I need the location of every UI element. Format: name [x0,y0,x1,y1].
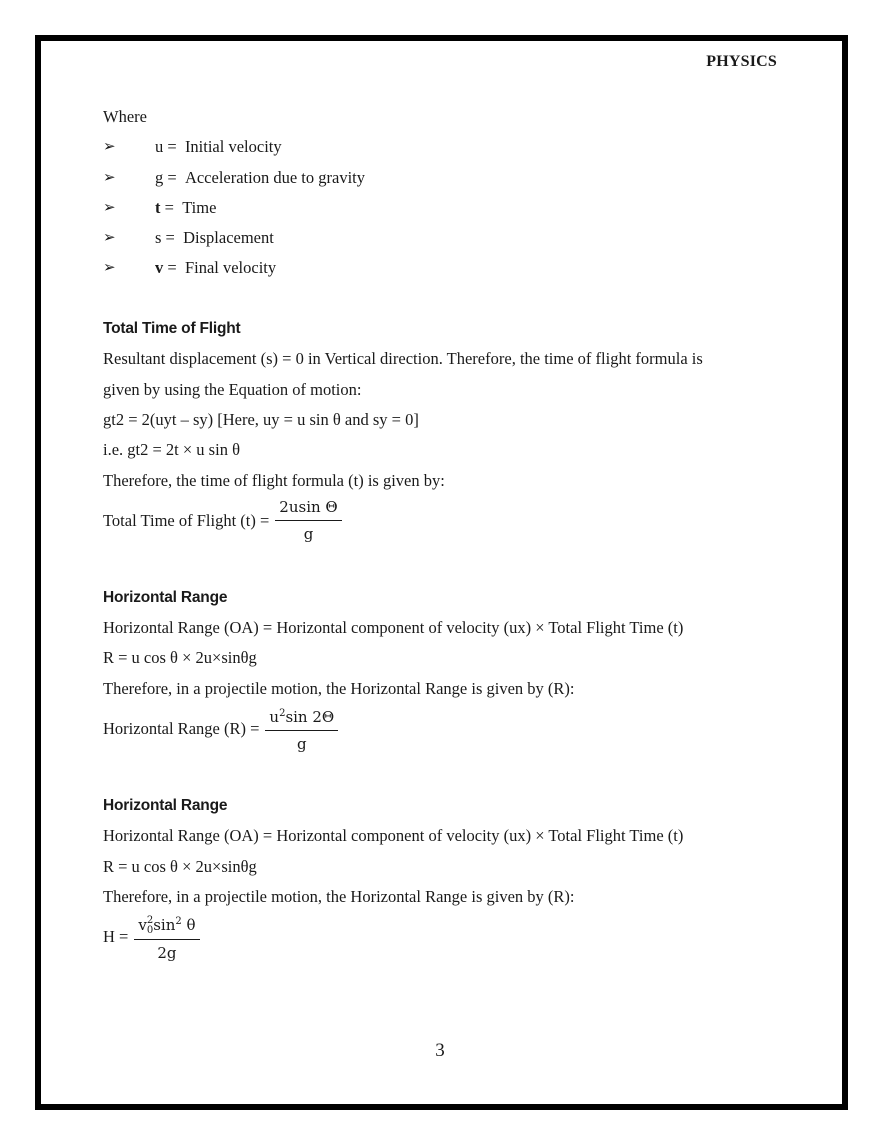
fraction [134,912,199,963]
arrow-bullet-icon: ➢ [103,230,116,247]
where-item: ➢ v = Final velocity [103,253,783,283]
formula-lhs: Total Time of Flight (t) = [103,510,270,530]
time-of-flight-formula [103,496,783,546]
where-label: Where [103,107,147,126]
arrow-bullet-icon: ➢ [103,139,116,156]
paragraph: Resultant displacement (s) = 0 in Vertical direction. Therefore, the time of flight formula is [103,349,703,369]
page-number: 3 [435,1040,445,1061]
equation: R = u cos θ × 2u×sinθg [103,856,257,876]
denominator: 2g [157,943,177,962]
paragraph: Therefore, in a projectile motion, the Horizontal Range is given by (R): [103,886,575,906]
definition: Displacement [183,228,274,248]
definition: Initial velocity [184,137,282,157]
where-item: ➢ u = Initial velocity [103,132,783,162]
definition: Time [182,197,217,217]
numerator: 2usin Θ [275,497,341,521]
arrow-bullet-icon: ➢ [103,169,116,186]
paragraph: Therefore, the time of flight formula (t) is given by: [103,470,445,490]
arrow-bullet-icon: ➢ [103,260,116,277]
section-heading-horizontal-range: Horizontal Range [103,588,228,606]
denominator: g [303,525,314,544]
definition: Acceleration due to gravity [184,167,365,187]
equation: gt2 = 2(uyt – sy) [Here, uy = u sin θ and sy = 0] [103,409,419,429]
symbol: g [155,167,164,187]
max-height-formula [103,912,783,962]
formula-lhs: H = [103,927,129,947]
equation: i.e. gt2 = 2t × u sin θ [103,440,240,460]
symbol: s [155,228,162,248]
symbol: u [155,137,164,157]
paragraph: Horizontal Range (OA) = Horizontal component of velocity (ux) × Total Flight Time (t) [103,826,684,846]
section-heading-time-of-flight: Total Time of Flight [103,320,241,338]
arrow-bullet-icon: ➢ [103,199,116,216]
page-header-subject: PHYSICS [706,53,777,70]
numerator: v 2 0 $\sin^2 \theta$ [134,912,199,940]
symbol: t [155,197,161,217]
page-content [103,102,783,962]
fraction [275,497,341,544]
where-item: ➢ g = Acceleration due to gravity [103,163,783,193]
formula-lhs: Horizontal Range (R) = [103,719,260,739]
where-item: ➢ t = Time [103,193,783,223]
horizontal-range-formula [103,704,783,754]
paragraph: Horizontal Range (OA) = Horizontal component of velocity (ux) × Total Flight Time (t) [103,618,684,638]
where-item: ➢ s = Displacement [103,223,783,253]
symbol: v [155,258,164,278]
fraction [265,704,338,754]
denominator: g [296,735,307,754]
equation: R = u cos θ × 2u×sinθg [103,648,257,668]
paragraph: given by using the Equation of motion: [103,379,362,399]
definition: Final velocity [184,258,277,278]
section-heading-horizontal-range: Horizontal Range [103,797,228,815]
paragraph: Therefore, in a projectile motion, the Horizontal Range is given by (R): [103,678,575,698]
numerator: $u^2\sin$ 2Θ [265,704,338,731]
